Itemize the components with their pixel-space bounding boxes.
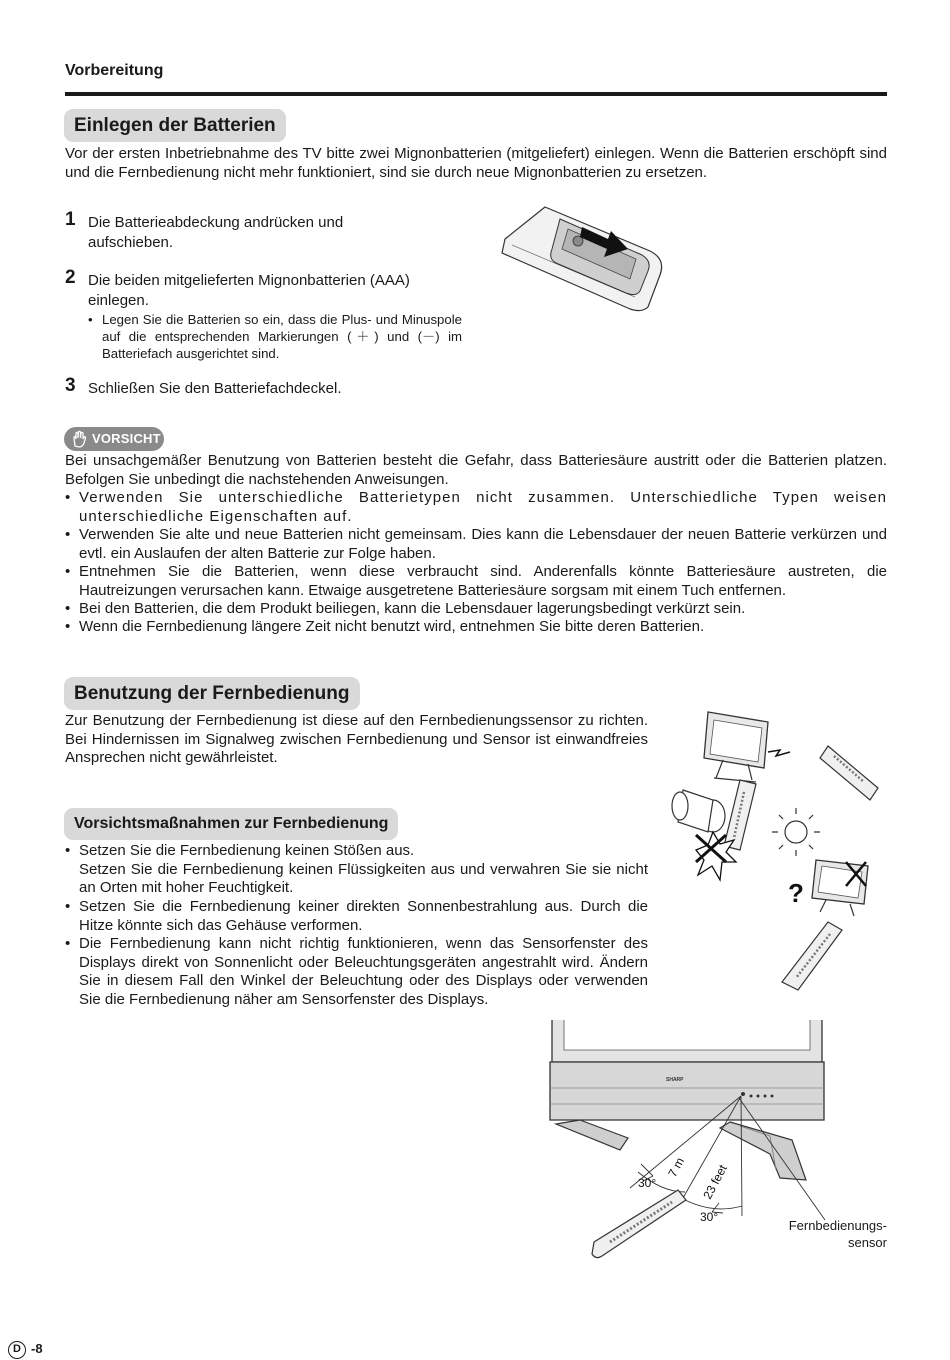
list-item-text: Verwenden Sie unterschiedliche Batterietypen nicht zusammen. Unterschiedliche Typen weisen unterschiedliche Eigenschaften auf.	[79, 489, 887, 525]
header-rule	[65, 92, 887, 96]
list-item-text: Die Fernbedienung kann nicht richtig funktionieren, wenn das Sensorfenster des Displays direkt von Sonnenlicht oder Beleuchtungsgeräten angestrahlt wird. Ändern Sie in diesem Fall den Winkel der Beleuchtung oder des Displays oder verwenden Sie die Fernbedienung näher am Sensorfenster des Displays.	[79, 935, 648, 1008]
list-item	[65, 898, 648, 935]
tv-icon	[550, 1020, 824, 1180]
page-number: -8	[31, 1341, 43, 1356]
remote-icon	[782, 922, 842, 990]
step-number: 3	[65, 375, 76, 396]
list-item-text: Setzen Sie die Fernbedienung keiner direkten Sonnenbestrahlung aus. Durch die Hitze könnte sich das Gehäuse verformen.	[79, 898, 648, 934]
angle-label-left: 30°	[638, 1176, 657, 1190]
angle-label-right: 30°	[700, 1210, 719, 1224]
precautions-illustration	[668, 700, 888, 995]
step-text: Die Batterieabdeckung andrücken und aufschieben.	[88, 214, 344, 251]
step-number: 2	[65, 267, 76, 288]
bullet: •	[65, 842, 71, 859]
list-item	[65, 600, 887, 618]
caution-list	[65, 489, 887, 639]
tv-icon	[704, 712, 768, 782]
bullet: •	[88, 312, 93, 327]
list-item-text: Bei den Batterien, die dem Produkt beiliegen, kann die Lebensdauer lagerungsbedingt verkürzt sein.	[79, 600, 746, 617]
bullet: •	[65, 898, 71, 915]
list-item-text: Entnehmen Sie die Batterien, wenn diese verbraucht sind. Anderenfalls könnte Batteriesäure austreten, die Hautreizungen verursachen kann. Etwaige ausgetretene Batteriesäure sorgsam mit einem Tuch entfernen.	[79, 563, 887, 599]
question-icon: ?	[788, 878, 804, 908]
list-item	[65, 489, 887, 526]
heading-remote-usage: Benutzung der Fernbedienung	[64, 677, 360, 710]
remote-icon	[592, 1190, 686, 1258]
angle-arc-right	[685, 1200, 742, 1209]
battery-cover-illustration	[500, 205, 670, 315]
caution-badge-text: VORSICHT	[92, 431, 161, 446]
batteries-intro: Vor der ersten Inbetriebnahme des TV bitte zwei Mignonbatterien (mitgeliefert) einlegen. Wenn die Batterien erschöpft sind und die Fernbedienung nicht mehr funktioniert, sind sie durch neue Mignonbatterien zu ersetzen.	[65, 145, 887, 181]
signal-bolt	[768, 750, 790, 756]
step-text: Die beiden mitgelieferten Mignonbatterien (AAA) einlegen.	[88, 272, 410, 309]
bullet: •	[65, 935, 71, 952]
bullet: •	[65, 600, 71, 617]
heading-precautions: Vorsichtsmaßnahmen zur Fernbedienung	[64, 808, 398, 840]
step-text: Schließen Sie den Batteriefachdeckel.	[88, 380, 342, 397]
bullet: •	[65, 563, 71, 580]
list-item-text: Setzen Sie die Fernbedienung keinen Stößen aus. Setzen Sie die Fernbedienung keinen Flüssigkeiten aus und verwahren Sie sie nicht an Orten mit hoher Feuchtigkeit.	[79, 842, 648, 896]
precautions-list	[65, 842, 648, 1012]
step-number: 1	[65, 209, 76, 230]
list-item-text: Wenn die Fernbedienung längere Zeit nicht benutzt wird, entnehmen Sie bitte deren Batterien.	[79, 618, 705, 635]
cup-icon	[672, 790, 725, 832]
bullet: •	[65, 618, 71, 635]
caution-intro: Bei unsachgemäßer Benutzung von Batterien besteht die Gefahr, dass Batteriesäure austritt oder die Batterien platzen. Befolgen Sie unbedingt die nachstehenden Anweisungen.	[65, 452, 887, 488]
remote-intro: Zur Benutzung der Fernbedienung ist diese auf den Fernbedienungssensor zu richten. Bei Hindernissen im Signalweg zwischen Fernbedienung und Sensor ist einwandfreies Ansprechen nicht gewährleistet.	[65, 712, 648, 766]
list-item-text: Verwenden Sie alte und neue Batterien nicht gemeinsam. Dies kann die Lebensdauer der neuen Batterie verkürzen und evtl. ein Auslaufen der alten Batterie zur Folge haben.	[79, 526, 887, 562]
list-item	[65, 563, 887, 600]
list-item	[65, 618, 887, 636]
list-item	[65, 526, 887, 563]
footer-language-icon: D	[8, 1341, 26, 1359]
distance-feet: 23 feet	[700, 1162, 730, 1202]
tv-brand: SHARP	[666, 1077, 684, 1083]
remote-icon	[820, 746, 878, 800]
section-label: Vorbereitung	[65, 62, 164, 79]
list-item	[65, 842, 648, 898]
sun-icon	[772, 808, 820, 856]
distance-metric: 7 m	[665, 1155, 688, 1180]
remote-icon	[724, 780, 756, 850]
step-2-note-text: Legen Sie die Batterien so ein, dass die Plus- und Minuspole auf die entsprechenden Markierungen (＋) und (－) im Batteriefach ausgerichtet sind.	[102, 312, 462, 361]
hand-icon	[70, 429, 90, 449]
sensor-label: Fernbedienungs- sensor	[788, 1218, 887, 1250]
heading-batteries: Einlegen der Batterien	[64, 109, 286, 142]
bullet: •	[65, 526, 71, 543]
caution-badge	[64, 427, 164, 451]
bullet: •	[65, 489, 71, 506]
list-item	[65, 935, 648, 1009]
